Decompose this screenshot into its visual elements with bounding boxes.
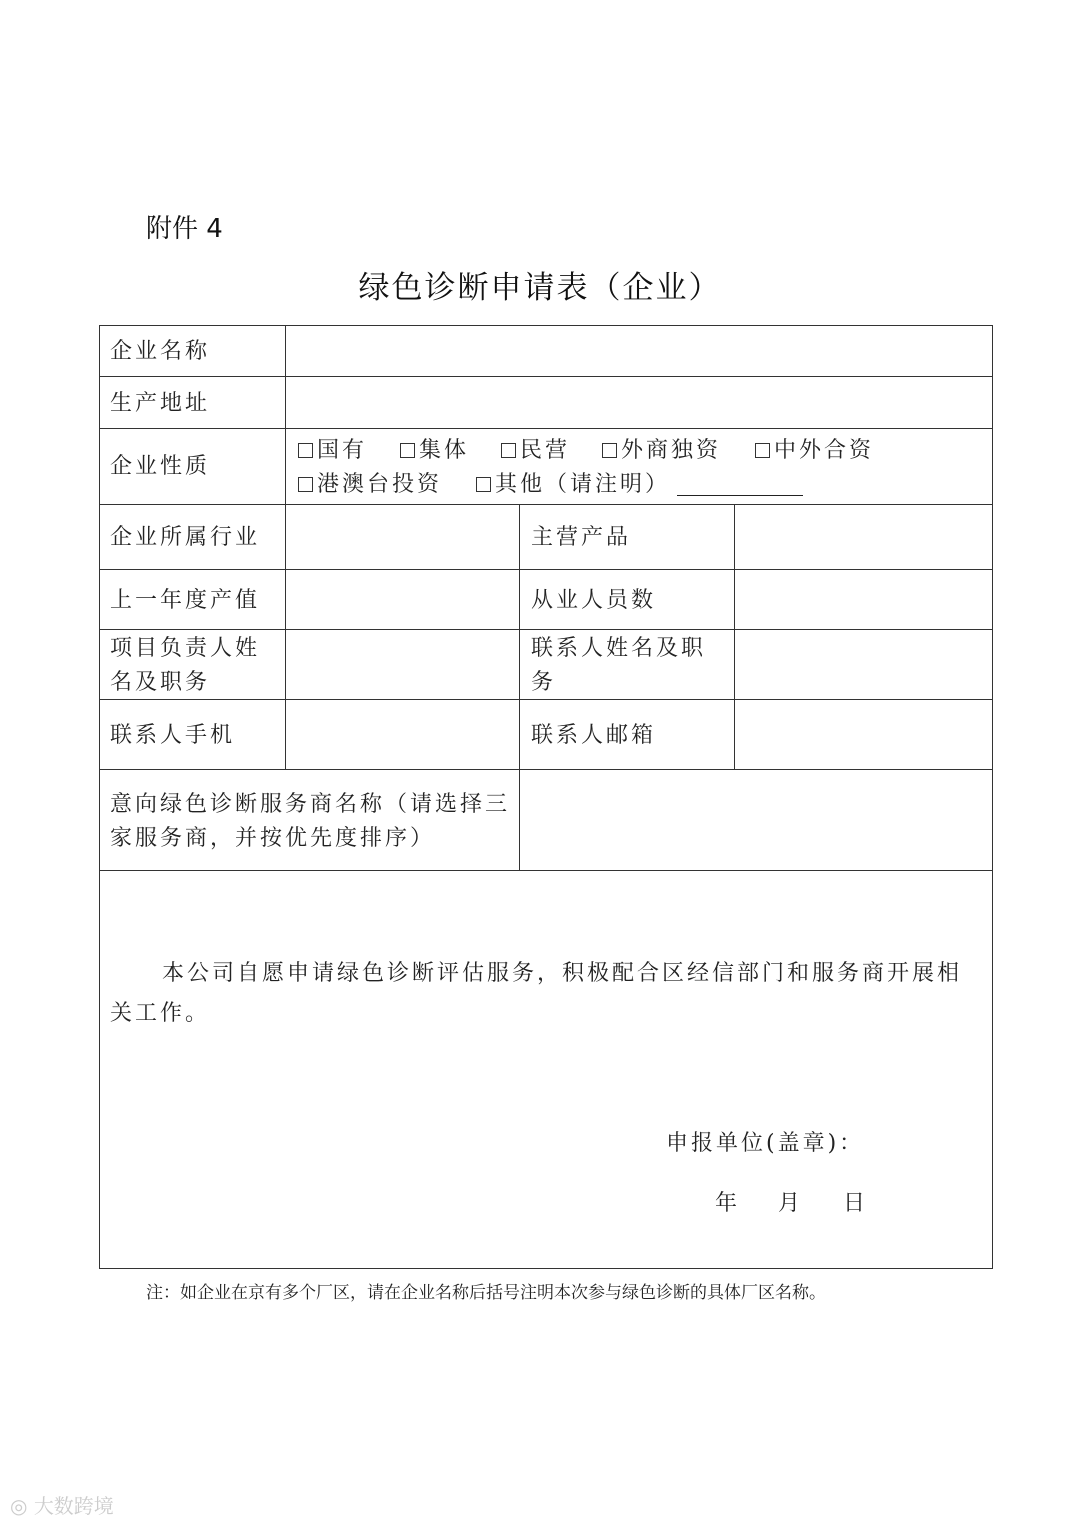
row-divider (99, 870, 993, 871)
attachment-label: 附件 4 (146, 214, 223, 244)
form-title: 绿色诊断申请表（企业） (358, 270, 722, 306)
checkbox-icon[interactable] (298, 477, 313, 492)
date-day: 日 (843, 1191, 869, 1216)
checkbox-icon[interactable] (476, 477, 491, 492)
row-divider (99, 629, 993, 630)
checkbox-icon[interactable] (602, 443, 617, 458)
col-divider (734, 504, 735, 770)
col-divider (285, 325, 286, 770)
company-name-label: 企业名称 (110, 339, 211, 364)
contact-email-label: 联系人邮箱 (531, 723, 657, 748)
main-product-label: 主营产品 (531, 525, 632, 550)
option-private[interactable]: 民营 (501, 434, 570, 468)
output-value-label: 上一年度产值 (110, 588, 261, 613)
option-state-owned[interactable]: 国有 (298, 434, 367, 468)
option-joint-venture[interactable]: 中外合资 (755, 434, 874, 468)
option-foreign-owned[interactable]: 外商独资 (602, 434, 721, 468)
project-leader-label-line1: 项目负责人姓 (110, 636, 261, 661)
checkbox-icon[interactable] (298, 443, 313, 458)
option-hk-macao-taiwan[interactable]: 港澳台投资 (298, 468, 442, 502)
service-provider-label-line1: 意向绿色诊断服务商名称（请选择三 (110, 792, 511, 817)
row-divider (99, 428, 993, 429)
footnote: 注：如企业在京有多个厂区，请在企业名称后括号注明本次参与绿色诊断的具体厂区名称。 (146, 1283, 826, 1303)
row-divider (99, 569, 993, 570)
service-provider-label-line2: 家服务商，并按优先度排序） (110, 826, 436, 851)
watermark-icon: ◎ (10, 1494, 34, 1518)
project-leader-label-line2: 名及职务 (110, 670, 211, 695)
row-divider (99, 504, 993, 505)
date-month: 月 (778, 1191, 804, 1216)
row-divider (99, 769, 993, 770)
row-divider (99, 376, 993, 377)
checkbox-icon[interactable] (755, 443, 770, 458)
watermark-logo: ◎ 大数跨境 (10, 1494, 114, 1518)
option-collective[interactable]: 集体 (400, 434, 469, 468)
date-year: 年 (715, 1191, 741, 1216)
industry-label: 企业所属行业 (110, 525, 261, 550)
contact-phone-label: 联系人手机 (110, 723, 236, 748)
applicant-seal-label: 申报单位(盖章)： (666, 1131, 865, 1156)
checkbox-icon[interactable] (400, 443, 415, 458)
other-specify-line[interactable] (677, 495, 803, 496)
nature-label: 企业性质 (110, 454, 211, 479)
option-other[interactable]: 其他（请注明） (476, 468, 670, 502)
checkbox-icon[interactable] (501, 443, 516, 458)
col-divider (519, 504, 520, 870)
contact-name-label-line1: 联系人姓名及职 (531, 636, 707, 661)
contact-name-label-line2: 务 (531, 670, 557, 695)
address-label: 生产地址 (110, 391, 211, 416)
statement-text: 本公司自愿申请绿色诊断评估服务，积极配合区经信部门和服务商开展相关工作。 (110, 961, 963, 1026)
employees-label: 从业人员数 (531, 588, 657, 613)
